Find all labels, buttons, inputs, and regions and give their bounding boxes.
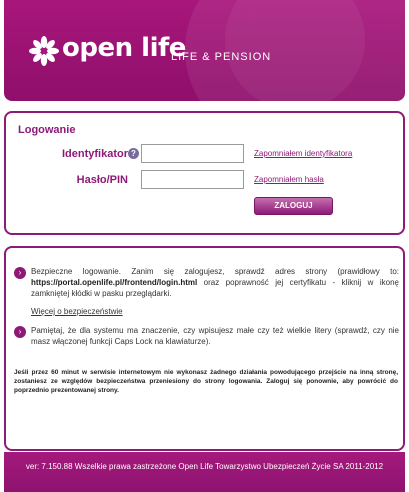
- login-panel: [4, 111, 405, 235]
- arrow-bullet-icon: ›: [14, 326, 26, 338]
- header-banner: [4, 0, 405, 101]
- secure-text-part: oraz poprawność jej certyfikatu - kliknij w ikonę zamkniętej kłódki w pasku przeglądarki.: [31, 278, 399, 298]
- footer: ver: 7.150.88 Wszelkie prawa zastrzeżone Open Life Towarzystwo Ubezpieczeń Życie SA 2011-2012: [4, 452, 405, 492]
- secure-login-text: [31, 266, 399, 299]
- brand-tagline: LIFE & PENSION: [171, 51, 272, 63]
- forgot-password-link[interactable]: Zapomniałem hasła: [254, 175, 324, 184]
- info-panel: [4, 246, 405, 451]
- arrow-bullet-icon: ›: [14, 267, 26, 279]
- password-label: Hasło/PIN: [76, 174, 128, 186]
- brand-logo-text: open life: [62, 33, 186, 63]
- question-icon[interactable]: ?: [128, 148, 139, 159]
- login-button[interactable]: ZALOGUJ: [254, 197, 333, 215]
- caps-lock-text: Pamiętaj, że dla systemu ma znaczenie, czy wpisujesz małe czy też wielkie litery (sprawdź, czy nie masz włączonej funkcji Caps Lock na klawiaturze).: [31, 326, 399, 346]
- session-timeout-warning: Jeśli przez 60 minut w serwisie internetowym nie wykonasz żadnego działania powodującego przejście na inną stronę, zostaniesz ze względów bezpieczeństwa przeniesiony do strony logowania. Zaloguj się ponownie, aby powrócić do poprzednio prezentowanej strony.: [14, 369, 398, 394]
- forgot-identifier-link[interactable]: Zapomniałem identyfikatora: [254, 149, 353, 158]
- secure-text-part: Bezpieczne logowanie. Zanim się zalogujesz, sprawdź adres strony (prawidłowy to:: [31, 267, 399, 276]
- flower-logo-icon: [28, 35, 60, 67]
- password-input[interactable]: [141, 170, 244, 189]
- identifier-input[interactable]: [141, 144, 244, 163]
- secure-url: https://portal.openlife.pl/frontend/login.html: [31, 278, 198, 287]
- security-link[interactable]: Więcej o bezpieczeństwie: [31, 307, 123, 316]
- login-title: Logowanie: [18, 124, 76, 136]
- identifier-label: Identyfikator: [61, 148, 128, 160]
